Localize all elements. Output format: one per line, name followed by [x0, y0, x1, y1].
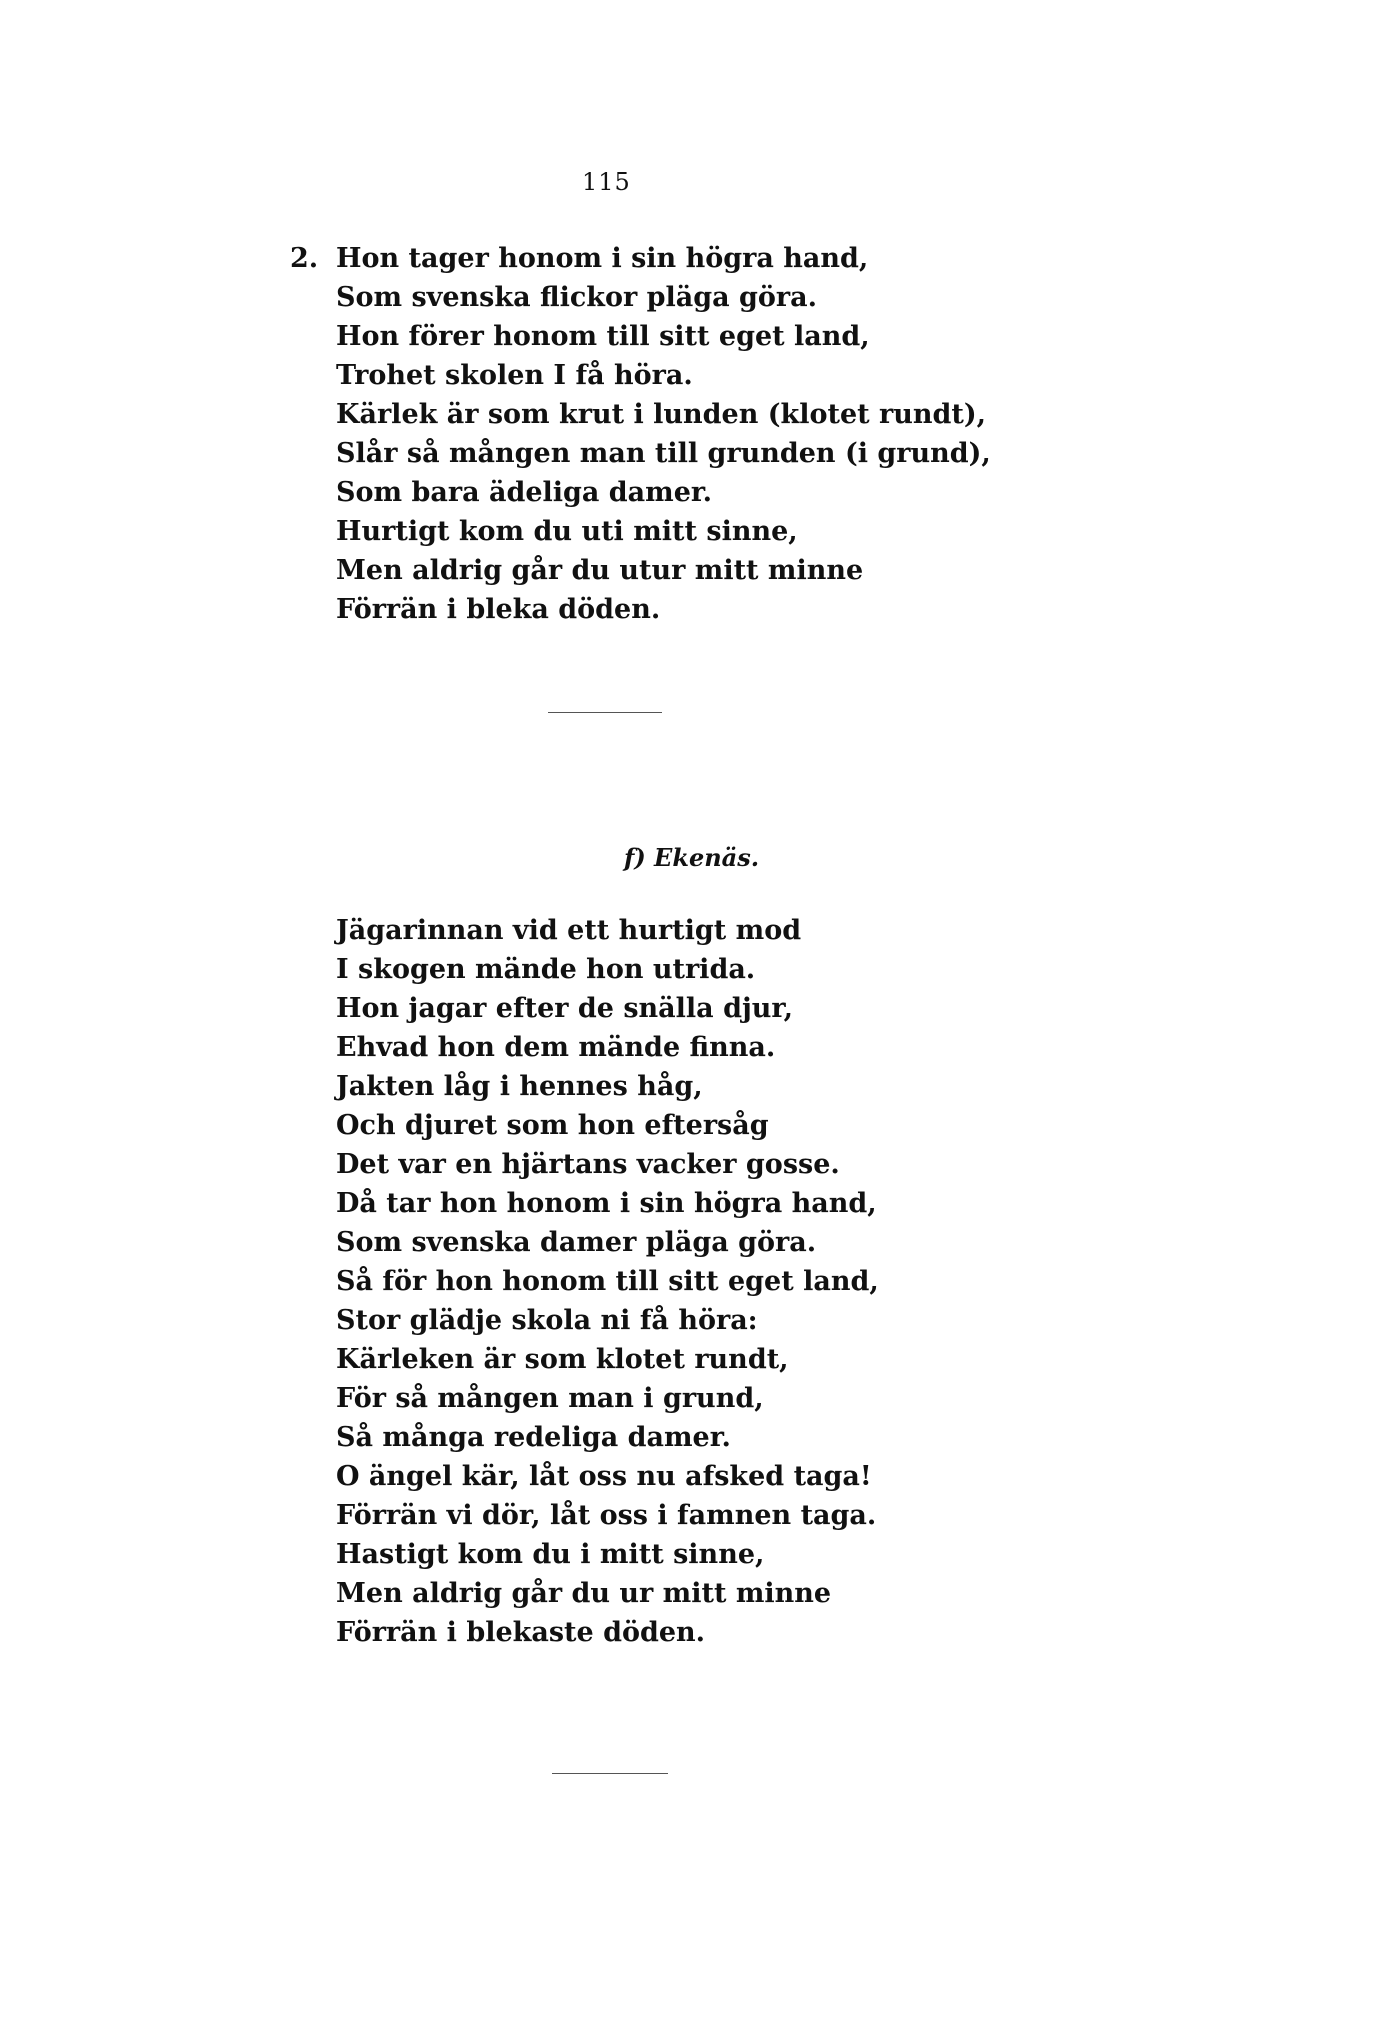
- verse-line: Och djuret som hon eftersåg: [336, 1110, 769, 1141]
- verse-line: Hon förer honom till sitt eget land,: [336, 321, 870, 352]
- section-heading: f) Ekenäs.: [624, 843, 760, 872]
- verse-line: Som bara ädeliga damer.: [336, 477, 713, 508]
- stanza-number: 2.: [290, 243, 319, 274]
- verse-line: Kärleken är som klotet rundt,: [336, 1344, 789, 1375]
- verse-line: O ängel kär, låt oss nu afsked taga!: [336, 1461, 872, 1492]
- verse-line: För så mången man i grund,: [336, 1383, 764, 1414]
- verse-line: Hon tager honom i sin högra hand,: [336, 243, 869, 274]
- verse-line: Jägarinnan vid ett hurtigt mod: [336, 915, 802, 946]
- verse-line: Hon jagar efter de snälla djur,: [336, 993, 794, 1024]
- section-f-text: [336, 911, 879, 1652]
- verse-line: Så för hon honom till sitt eget land,: [336, 1266, 879, 1297]
- verse-line: Jakten låg i hennes håg,: [336, 1071, 703, 1102]
- verse-line: Förrän vi dör, låt oss i famnen taga.: [336, 1500, 877, 1531]
- verse-line: Trohet skolen I få höra.: [336, 360, 693, 391]
- verse-line: Förrän i bleka döden.: [336, 594, 661, 625]
- section-divider: [552, 1773, 668, 1774]
- verse-line: Som svenska damer pläga göra.: [336, 1227, 817, 1258]
- page-number: 115: [582, 168, 631, 196]
- stanza-2-text: [336, 239, 991, 629]
- verse-line: Hastigt kom du i mitt sinne,: [336, 1539, 765, 1570]
- verse-line: Förrän i blekaste döden.: [336, 1617, 706, 1648]
- verse-line: Då tar hon honom i sin högra hand,: [336, 1188, 877, 1219]
- verse-line: Kärlek är som krut i lunden (klotet rundt),: [336, 399, 987, 430]
- verse-line: I skogen mände hon utrida.: [336, 954, 756, 985]
- verse-line: Men aldrig går du ur mitt minne: [336, 1578, 832, 1609]
- verse-line: Stor glädje skola ni få höra:: [336, 1305, 758, 1336]
- verse-line: Så många redeliga damer.: [336, 1422, 731, 1453]
- verse-line: Slår så mången man till grunden (i grund),: [336, 438, 991, 469]
- verse-line: Hurtigt kom du uti mitt sinne,: [336, 516, 798, 547]
- verse-line: Ehvad hon dem mände finna.: [336, 1032, 776, 1063]
- verse-line: Som svenska flickor pläga göra.: [336, 282, 818, 313]
- section-divider: [548, 712, 662, 713]
- verse-line: Det var en hjärtans vacker gosse.: [336, 1149, 840, 1180]
- verse-line: Men aldrig går du utur mitt minne: [336, 555, 864, 586]
